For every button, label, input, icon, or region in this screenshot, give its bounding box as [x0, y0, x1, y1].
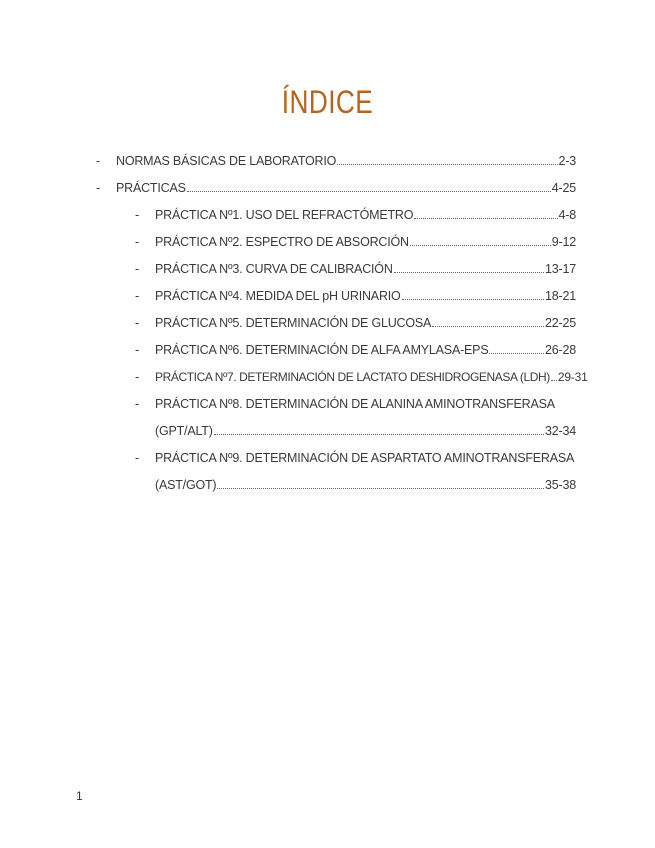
bullet-dash: -: [96, 181, 101, 195]
toc-entry-normas[interactable]: [116, 154, 576, 172]
toc-entry-label: PRÁCTICA Nº8. DETERMINACIÓN DE ALANINA AMINOTRANSFERASA: [155, 397, 555, 411]
dot-leader: [217, 488, 544, 489]
dot-leader: [414, 218, 557, 219]
toc-entry-practica-9-line2[interactable]: [155, 478, 576, 496]
bullet-dash: -: [135, 262, 140, 276]
bullet-dash: -: [135, 343, 140, 357]
bullet-dash: -: [96, 154, 101, 168]
bullet-dash: -: [135, 289, 140, 303]
toc-entry-practica-8-line2[interactable]: [155, 424, 576, 442]
toc-entry-pages: 13-17: [545, 262, 576, 276]
page-number: 1: [76, 789, 83, 803]
toc-entry-label: PRÁCTICA Nº7. DETERMINACIÓN DE LACTATO DESHIDROGENASA (LDH): [155, 370, 550, 384]
dot-leader: [337, 164, 557, 165]
toc-entry-practica-3[interactable]: [155, 262, 576, 280]
bullet-dash: -: [135, 397, 140, 411]
bullet-dash: -: [135, 208, 140, 222]
toc-entry-pages: 2-3: [558, 154, 576, 168]
dot-leader: [489, 353, 544, 354]
bullet-dash: -: [135, 235, 140, 249]
toc-entry-label: PRÁCTICA Nº2. ESPECTRO DE ABSORCIÓN: [155, 235, 409, 249]
dot-leader: [214, 434, 544, 435]
toc-entry-practica-9-line1[interactable]: [155, 451, 576, 469]
toc-entry-label: (GPT/ALT): [155, 424, 213, 438]
bullet-dash: -: [135, 370, 140, 384]
toc-entry-label: PRÁCTICA Nº4. MEDIDA DEL pH URINARIO: [155, 289, 401, 303]
dot-leader: [394, 272, 544, 273]
dot-leader: [187, 191, 551, 192]
dot-leader: [402, 299, 544, 300]
toc-entry-practica-4[interactable]: [155, 289, 576, 307]
dot-leader: [410, 245, 551, 246]
toc-entry-practica-8-line1[interactable]: [155, 397, 576, 415]
toc-entry-label: PRÁCTICA Nº3. CURVA DE CALIBRACIÓN: [155, 262, 393, 276]
toc-entry-pages: 35-38: [545, 478, 576, 492]
toc-entry-pages: 4-25: [551, 181, 576, 195]
toc-entry-label: PRÁCTICA Nº1. USO DEL REFRACTÓMETRO: [155, 208, 414, 222]
toc-entry-pages: 22-25: [545, 316, 576, 330]
dot-leader: [432, 326, 544, 327]
toc-entry-label: PRÁCTICA Nº6. DETERMINACIÓN DE ALFA AMYLASA-EPS: [155, 343, 489, 357]
toc-entry-pages: 9-12: [551, 235, 576, 249]
toc-entry-label: NORMAS BÁSICAS DE LABORATORIO: [116, 154, 337, 168]
toc-entry-pages: 32-34: [545, 424, 576, 438]
toc-entry-practica-6[interactable]: [155, 343, 576, 361]
toc-entry-practicas[interactable]: [116, 181, 576, 199]
toc-entry-label: PRÁCTICA Nº5. DETERMINACIÓN DE GLUCOSA: [155, 316, 432, 330]
toc-entry-practica-5[interactable]: [155, 316, 576, 334]
dot-leader: [551, 380, 557, 381]
toc-entry-pages: 4-8: [558, 208, 576, 222]
toc-entry-practica-2[interactable]: [155, 235, 576, 253]
toc-entry-pages: 18-21: [545, 289, 576, 303]
toc-entry-label: PRÁCTICAS: [116, 181, 186, 195]
bullet-dash: -: [135, 451, 140, 465]
toc-entry-label: PRÁCTICA Nº9. DETERMINACIÓN DE ASPARTATO AMINOTRANSFERASA: [155, 451, 575, 465]
page-title: ÍNDICE: [281, 84, 374, 120]
toc-entry-practica-7[interactable]: [155, 370, 588, 388]
toc-entry-label: (AST/GOT): [155, 478, 217, 492]
toc-entry-pages: 26-28: [545, 343, 576, 357]
toc-entry-practica-1[interactable]: [155, 208, 576, 226]
bullet-dash: -: [135, 316, 140, 330]
toc-entry-pages: 29-31: [557, 370, 588, 384]
